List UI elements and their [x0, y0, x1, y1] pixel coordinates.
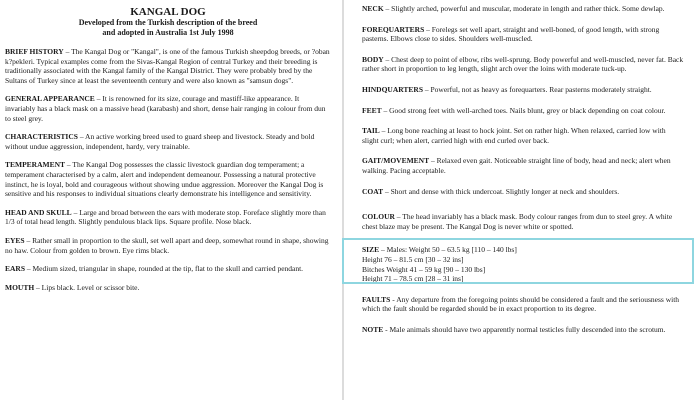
section-label: COLOUR	[362, 212, 395, 222]
section-text: – It is renowned for its size, courage and mastiff-like appearance. It invariably has a black mask on a massive head (karabash) and short, dense hair ranging in colour from dun to steel grey.	[5, 94, 326, 123]
section-label: SIZE	[362, 245, 380, 255]
section-label: COAT	[362, 186, 384, 196]
document-title: KANGAL DOG	[130, 6, 206, 18]
left-column	[5, 0, 331, 301]
right-column	[362, 0, 684, 345]
size-line: Bitches Weight 41 – 59 kg [90 – 130 lbs]	[362, 264, 486, 274]
section-text: – Rather small in proportion to the skull, set well apart and deep, somewhat round in shape, showing no haw. Colour from golden to brown. Eye rims black.	[5, 235, 329, 255]
size-row-males	[362, 245, 684, 255]
section-label: MOUTH	[5, 282, 35, 292]
section-text: – Lips black. Level or scissor bite.	[34, 282, 140, 292]
section-gait-movement	[362, 156, 684, 175]
section-ears	[5, 264, 331, 274]
section-label: EYES	[5, 235, 25, 245]
section-head-and-skull	[5, 208, 331, 227]
section-text: – The Kangal Dog possesses the classic livestock guardian dog temperament; a temperament characterised by a calm, alert and independent demeanour. Possessing a natural protective instinct, he is loyal, bold and courageous without showing undue aggression. Moreover the Kangal Dog is sensitive and his responses to individual situations clearly demonstrate his intelligence and sensitivity.	[5, 160, 324, 199]
section-text: – Short and dense with thick undercoat. Slightly longer at neck and shoulders.	[383, 186, 620, 196]
section-label: GAIT/MOVEMENT	[362, 156, 430, 166]
section-text: – Large and broad between the ears with moderate stop. Foreface slightly more than 1/3 of total head length. Slightly pendulous black lips. Square profile. Nose black.	[5, 207, 326, 227]
section-label: NECK	[362, 4, 384, 13]
section-eyes	[5, 236, 331, 255]
section-brief-history	[5, 47, 331, 85]
section-label: FAULTS	[362, 294, 391, 304]
section-label: CHARACTERISTICS	[5, 132, 78, 142]
section-general-appearance	[5, 94, 331, 123]
section-text: – Relaxed even gait. Noticeable straight line of body, head and neck; alert when walking. Pacing acceptable.	[362, 156, 671, 175]
size-line: Height 71 – 78.5 cm [28 – 31 ins]	[362, 274, 464, 284]
section-text: – The head invariably has a black mask. Body colour ranges from dun to steel grey. A white chest blaze may be present. The Kangal Dog is never white or spotted.	[362, 212, 673, 231]
section-label: FEET	[362, 105, 382, 115]
section-neck	[362, 4, 684, 14]
section-temperament	[5, 160, 331, 198]
section-label: HEAD AND SKULL	[5, 207, 72, 217]
document-subtitle-line1: Developed from the Turkish description of the breed	[78, 18, 258, 27]
document-header	[5, 0, 331, 38]
section-text: – Good strong feet with well-arched toes. Nails blunt, grey or black depending on coat colour.	[381, 105, 666, 115]
section-label: BRIEF HISTORY	[5, 47, 64, 56]
section-label: FOREQUARTERS	[362, 24, 425, 34]
section-label: TAIL	[362, 126, 380, 136]
section-forequarters	[362, 25, 684, 44]
section-text: – The Kangal Dog or "Kangal", is one of the famous Turkish sheepdog breeds, or ?oban k?pekleri. Typical examples come from the Sivas-Kangal Region of central Turkey and their breeding is traditionally associated with the Kangal family of the Kangal District. They were probably bred by the Sultans of Turkey since at least the seventeenth century and were also known as "samsun dogs".	[5, 47, 330, 85]
section-size	[362, 245, 684, 283]
section-text: – Slightly arched, powerful and muscular, moderate in length and rather thick. Some dewlap.	[383, 4, 665, 13]
section-text: – Long bone reaching at least to hock joint. Set on rather high. When relaxed, carried low with slight curl; when alert, carried high with end curled over back.	[362, 126, 666, 145]
section-label: NOTE	[362, 324, 384, 334]
column-divider	[342, 0, 344, 400]
section-text: - Any departure from the foregoing points should be considered a fault and the seriousness with which the fault should be regarded should be in exact proportion to its degree.	[362, 294, 680, 314]
section-colour	[362, 212, 684, 231]
section-body	[362, 55, 684, 74]
section-label: HINDQUARTERS	[362, 84, 423, 94]
section-text: – Medium sized, triangular in shape, rounded at the tip, flat to the skull and carried pendant.	[25, 264, 304, 274]
section-label: BODY	[362, 54, 384, 64]
section-feet	[362, 106, 684, 116]
section-label: GENERAL APPEARANCE	[5, 94, 95, 104]
section-coat	[362, 187, 684, 197]
section-characteristics	[5, 132, 331, 151]
section-text: – Forelegs set well apart, straight and well-boned, of good length, with strong pasterns. Elbows close to sides. Shoulders well-muscled.	[362, 24, 660, 44]
section-tail	[362, 126, 684, 145]
section-text: – Powerful, not as heavy as forequarters. Rear pasterns moderately straight.	[423, 84, 652, 94]
section-faults	[362, 295, 684, 314]
section-mouth	[5, 283, 331, 293]
section-text: – An active working breed used to guard sheep and livestock. Steady and bold without undue aggression, independent, hardy, very trainable.	[5, 132, 315, 151]
size-line: Height 76 – 81.5 cm [30 – 32 ins]	[362, 254, 464, 264]
section-label: TEMPERAMENT	[5, 160, 65, 170]
section-note	[362, 325, 684, 335]
section-text: - Male animals should have two apparently normal testicles fully descended into the scrotum.	[383, 324, 666, 334]
size-line: – Males: Weight 50 – 63.5 kg [110 – 140 lbs]	[379, 245, 517, 255]
document-subtitle-line2: and adopted in Australia 1st July 1998	[102, 28, 234, 37]
section-label: EARS	[5, 264, 26, 274]
section-text: – Chest deep to point of elbow, ribs well-sprung. Body powerful and well-muscled, never fat. Back rather short in proportion to leg length, slight arch over the loins with moderate tuck-up.	[362, 54, 684, 74]
section-hindquarters	[362, 85, 684, 95]
